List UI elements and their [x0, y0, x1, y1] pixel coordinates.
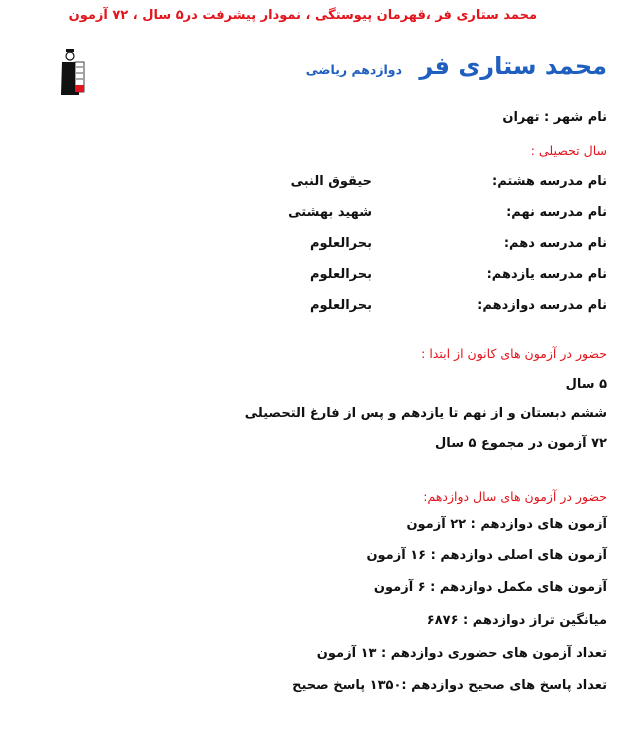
- school-label: نام مدرسه هشتم:: [492, 174, 607, 189]
- education-heading: سال تحصیلی :: [530, 143, 607, 158]
- page-title: محمد ستاری فر ،قهرمان پیوستگی ، نمودار پیشرفت در۵ سال ، ۷۲ آزمون: [68, 8, 537, 23]
- attendance-line: ۵ سال: [565, 377, 607, 392]
- school-label: نام مدرسه یازدهم:: [486, 267, 607, 282]
- stat-line: آزمون های اصلی دوازدهم : ۱۶ آزمون: [366, 548, 607, 563]
- school-value: حیقوق النبی: [290, 174, 372, 189]
- city-line: نام شهر : تهران: [502, 110, 607, 125]
- stat-line: آزمون های دوازدهم : ۲۲ آزمون: [406, 517, 607, 532]
- attendance-line: ششم دبستان و از نهم تا یازدهم و پس از فارغ التحصیلی: [244, 406, 607, 421]
- stat-line: تعداد آزمون های حضوری دوازدهم : ۱۳ آزمون: [316, 646, 607, 661]
- track-label: دوازدهم ریاضی: [305, 62, 402, 77]
- school-label: نام مدرسه دوازدهم:: [477, 298, 607, 313]
- stat-line: تعداد پاسخ های صحیح دوازدهم :۱۳۵۰ پاسخ صحیح: [292, 678, 607, 693]
- school-value: بحرالعلوم: [310, 267, 372, 282]
- school-value: بحرالعلوم: [310, 236, 372, 251]
- attendance-line: ۷۲ آزمون در مجموع ۵ سال: [435, 436, 607, 451]
- attendance-total-heading: حضور در آزمون های کانون از ابتدا :: [421, 346, 607, 361]
- school-label: نام مدرسه نهم:: [506, 205, 607, 220]
- stat-line: میانگین تراز دوازدهم : ۶۸۷۶: [426, 613, 607, 628]
- kanoon-logo-icon: [57, 47, 85, 97]
- attendance-12th-heading: حضور در آزمون های سال دوازدهم:: [423, 489, 607, 504]
- stat-line: آزمون های مکمل دوازدهم : ۶ آزمون: [373, 580, 607, 595]
- school-value: بحرالعلوم: [310, 298, 372, 313]
- school-label: نام مدرسه دهم:: [503, 236, 607, 251]
- student-name: محمد ستاری فر: [419, 52, 607, 80]
- school-value: شهید بهشتی: [288, 205, 372, 220]
